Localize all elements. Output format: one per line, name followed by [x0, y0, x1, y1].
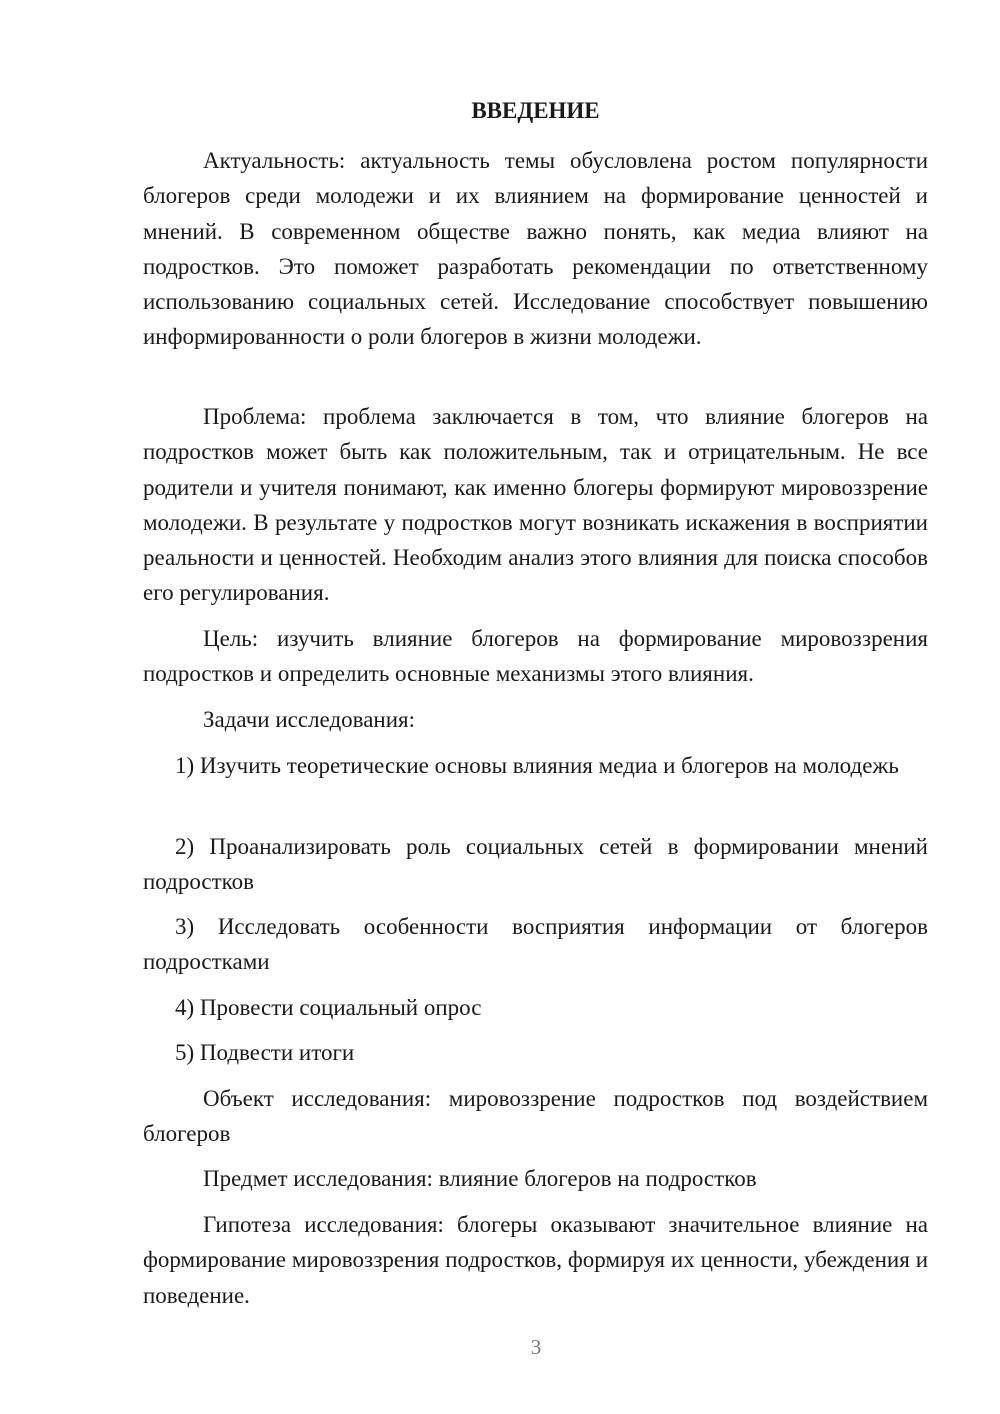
subject-paragraph: Предмет исследования: влияние блогеров на подростков	[203, 1166, 757, 1191]
page-number: 3	[530, 1335, 542, 1359]
section-heading: ВВЕДЕНИЕ	[471, 98, 600, 123]
task-item-5: 5) Подвести итоги	[175, 1040, 355, 1065]
problem-paragraph: Проблема: проблема заключается в том, что влияние блогеров на подростков может быть как положительным, так и отрицательным. Не все родители и учителя понимают, как именно блогеры формируют мировоззрение молодежи. В результате у подростков могут возникать искажения в восприятии реальности и ценностей. Необходим анализ этого влияния для поиска способов его регулирования.	[143, 404, 928, 606]
task-item-1: 1) Изучить теоретические основы влияния медиа и блогеров на молодежь	[175, 753, 899, 778]
tasks-heading: Задачи исследования:	[203, 707, 416, 732]
object-paragraph: Объект исследования: мировоззрение подростков под воздействием блогеров	[143, 1086, 928, 1147]
hypothesis-paragraph: Гипотеза исследования: блогеры оказывают значительное влияние на формирование мировоззрения подростков, формируя их ценности, убеждения и поведение.	[143, 1212, 928, 1308]
goal-paragraph: Цель: изучить влияние блогеров на формирование мировоззрения подростков и определить основные механизмы этого влияния.	[143, 626, 928, 687]
relevance-paragraph: Актуальность: актуальность темы обусловлена ростом популярности блогеров среди молодежи и их влиянием на формирование ценностей и мнений. В современном обществе важно понять, как медиа влияют на подростков. Это поможет разработать рекомендации по ответственному использованию социальных сетей. Исследование способствует повышению информированности о роли блогеров в жизни молодежи.	[143, 148, 928, 350]
task-item-3: 3) Исследовать особенности восприятия информации от блогеров подростками	[143, 914, 928, 975]
task-item-4: 4) Провести социальный опрос	[175, 995, 482, 1020]
task-item-2: 2) Проанализировать роль социальных сетей в формировании мнений подростков	[143, 834, 928, 895]
